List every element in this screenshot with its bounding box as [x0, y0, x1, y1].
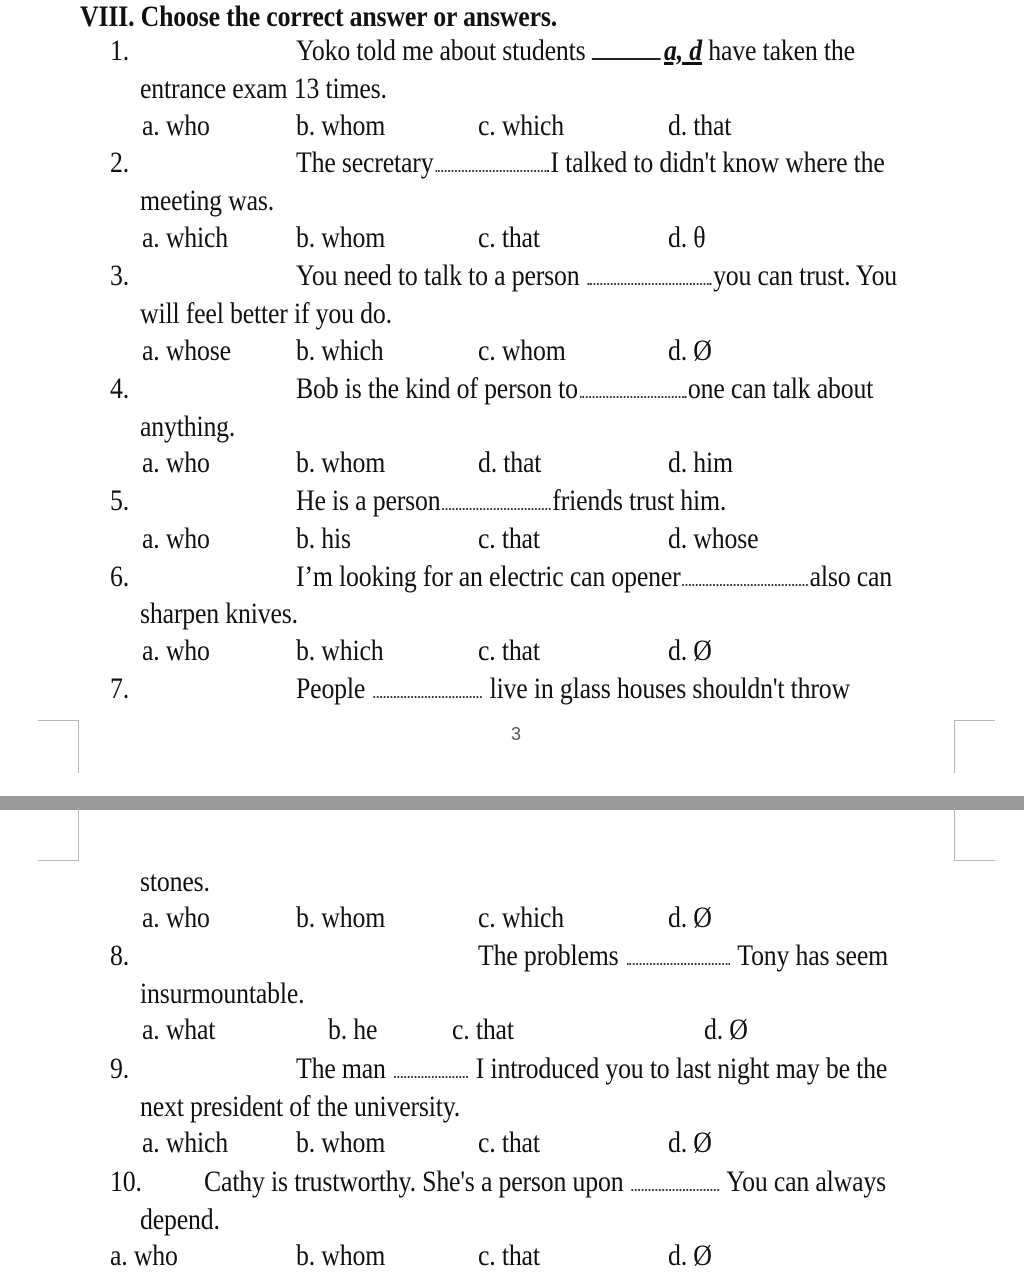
- q7-option-d: d. Ø: [668, 901, 712, 934]
- q4-continuation: anything.: [140, 410, 236, 443]
- q8-stem-pre: The problems: [478, 939, 619, 972]
- q7-continuation: stones.: [140, 865, 210, 898]
- q3-option-d: d. Ø: [668, 334, 712, 367]
- q1-option-b: b. whom: [296, 109, 386, 142]
- q7-stem-pre: People: [296, 672, 366, 705]
- q10-blank: [631, 1167, 719, 1191]
- q8-stem: [478, 939, 888, 973]
- q2-option-a: a. which: [142, 221, 229, 254]
- q10-stem: [204, 1165, 886, 1199]
- q7-option-a: a. who: [142, 901, 210, 934]
- q2-continuation: meeting was.: [140, 184, 275, 217]
- crop-mark-top-right: [954, 720, 995, 773]
- q5-stem-pre: He is a person: [296, 484, 441, 517]
- q3-option-b: b. which: [296, 334, 384, 367]
- q8-option-b: b. he: [328, 1013, 378, 1046]
- q6-option-a: a. who: [142, 634, 210, 667]
- q10-option-d: d. Ø: [668, 1239, 712, 1272]
- section-title: VIII. Choose the correct answer or answers.: [80, 0, 558, 33]
- q4-blank: [580, 374, 687, 398]
- q10-stem-post: You can always: [726, 1165, 887, 1198]
- page-number: 3: [511, 724, 522, 744]
- q8-stem-post: Tony has seem: [737, 939, 889, 972]
- q1-continuation: entrance exam 13 times.: [140, 72, 387, 105]
- q6-stem: [296, 560, 892, 594]
- q7-option-c: c. which: [478, 901, 565, 934]
- q1-blank: [592, 34, 661, 60]
- q7-number: 7.: [110, 672, 130, 705]
- q10-continuation: depend.: [140, 1203, 220, 1236]
- q4-option-b: b. whom: [296, 446, 386, 479]
- q3-continuation: will feel better if you do.: [140, 297, 392, 330]
- q7-stem: [296, 672, 850, 706]
- q2-stem-pre: The secretary: [296, 146, 434, 179]
- q10-option-c: c. that: [478, 1239, 540, 1272]
- q4-option-c: d. that: [478, 446, 542, 479]
- q2-stem-post: I talked to didn't know where the: [550, 146, 885, 179]
- q2-option-d: d. θ: [668, 221, 706, 254]
- q6-option-d: d. Ø: [668, 634, 712, 667]
- q9-option-d: d. Ø: [668, 1126, 712, 1159]
- q10-stem-pre: Cathy is trustworthy. She's a person upon: [204, 1165, 624, 1198]
- crop-mark-bottom-right: [954, 808, 995, 861]
- q1-answer: a, d: [663, 34, 703, 67]
- q9-stem: [296, 1052, 887, 1086]
- q2-option-c: c. that: [478, 221, 540, 254]
- q5-number: 5.: [110, 484, 130, 517]
- q8-option-c: c. that: [452, 1013, 514, 1046]
- q2-blank: [435, 148, 549, 172]
- q8-option-a: a. what: [142, 1013, 216, 1046]
- q4-option-a: a. who: [142, 446, 210, 479]
- q3-stem-post: you can trust. You: [713, 259, 898, 292]
- q7-option-b: b. whom: [296, 901, 386, 934]
- q4-option-d: d. him: [668, 446, 733, 479]
- crop-mark-bottom-left: [38, 808, 79, 861]
- q6-continuation: sharpen knives.: [140, 597, 298, 630]
- q8-continuation: insurmountable.: [140, 977, 305, 1010]
- q10-number: 10.: [110, 1165, 142, 1198]
- q1-option-a: a. who: [142, 109, 210, 142]
- q7-stem-post: live in glass houses shouldn't throw: [489, 672, 850, 705]
- q6-option-c: c. that: [478, 634, 540, 667]
- q4-number: 4.: [110, 372, 130, 405]
- q6-stem-post: also can: [809, 560, 893, 593]
- q5-stem: [296, 484, 726, 518]
- q7-blank: [373, 674, 481, 698]
- q4-stem: [296, 372, 873, 406]
- q3-stem-pre: You need to talk to a person: [296, 259, 580, 292]
- q5-stem-post: friends trust him.: [552, 484, 727, 517]
- q1-option-d: d. that: [668, 109, 732, 142]
- q3-number: 3.: [110, 259, 130, 292]
- page-break-gap: [0, 796, 1024, 810]
- q1-stem: [296, 34, 855, 68]
- q5-blank: [442, 486, 550, 510]
- q9-stem-post: I introduced you to last night may be the: [475, 1052, 888, 1085]
- q10-option-b: b. whom: [296, 1239, 386, 1272]
- crop-mark-top-left: [38, 720, 79, 773]
- q3-blank: [588, 261, 712, 285]
- q3-option-c: c. whom: [478, 334, 566, 367]
- q8-blank: [627, 941, 730, 965]
- q6-blank: [682, 562, 808, 586]
- q1-number: 1.: [110, 34, 130, 67]
- q4-stem-pre: Bob is the kind of person to: [296, 372, 578, 405]
- q9-continuation: next president of the university.: [140, 1090, 461, 1123]
- q5-option-d: d. whose: [668, 522, 759, 555]
- q1-option-c: c. which: [478, 109, 565, 142]
- q3-stem: [296, 259, 897, 293]
- q6-number: 6.: [110, 560, 130, 593]
- q9-blank: [394, 1054, 468, 1078]
- q4-stem-post: one can talk about: [687, 372, 874, 405]
- q9-stem-pre: The man: [296, 1052, 386, 1085]
- q8-option-d: d. Ø: [704, 1013, 748, 1046]
- q6-stem-pre: I’m looking for an electric can opener: [296, 560, 681, 593]
- q5-option-a: a. who: [142, 522, 210, 555]
- q1-stem-post: have taken the: [708, 34, 855, 67]
- q9-option-b: b. whom: [296, 1126, 386, 1159]
- q3-option-a: a. whose: [142, 334, 231, 367]
- q8-number: 8.: [110, 939, 130, 972]
- q2-option-b: b. whom: [296, 221, 386, 254]
- q9-option-a: a. which: [142, 1126, 229, 1159]
- q9-option-c: c. that: [478, 1126, 540, 1159]
- q10-option-a: a. who: [110, 1239, 178, 1272]
- q5-option-c: c. that: [478, 522, 540, 555]
- q9-number: 9.: [110, 1052, 130, 1085]
- q5-option-b: b. his: [296, 522, 351, 555]
- q2-stem: [296, 146, 885, 180]
- q2-number: 2.: [110, 146, 130, 179]
- q6-option-b: b. which: [296, 634, 384, 667]
- q1-stem-pre: Yoko told me about students: [296, 34, 586, 67]
